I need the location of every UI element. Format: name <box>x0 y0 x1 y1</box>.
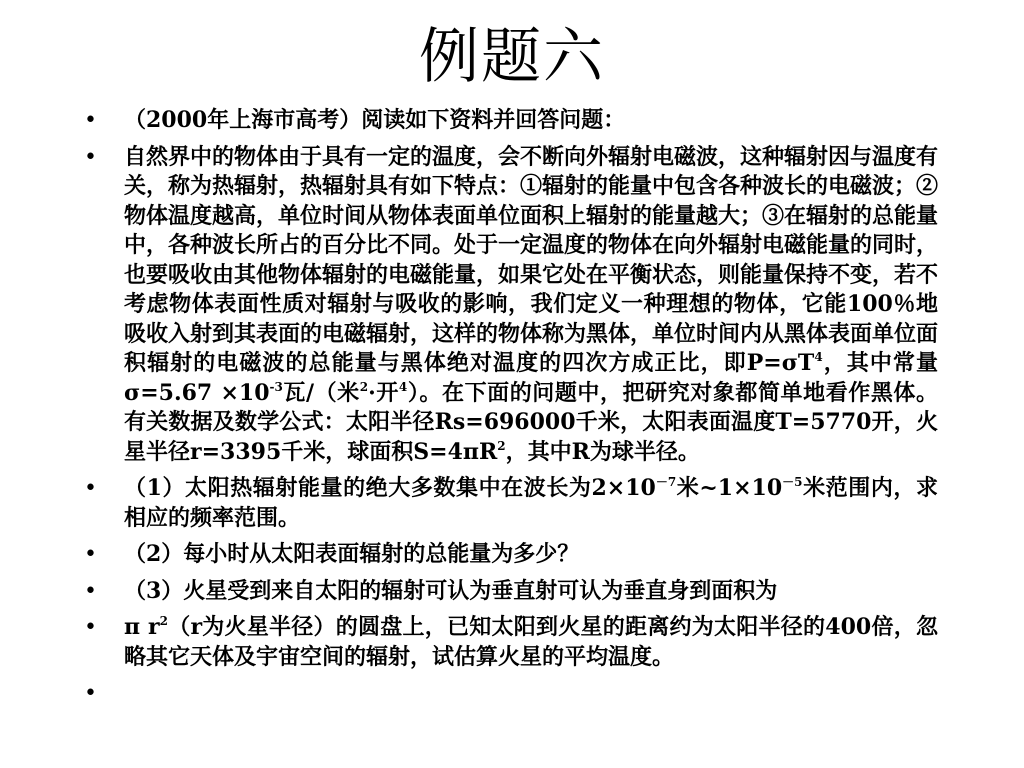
material-text-part: ，其中R为球半径。 <box>505 438 700 465</box>
bullet-item-material <box>0 143 1024 468</box>
material-text-part: ，其中常量σ=5.67 ×10 <box>124 350 938 406</box>
bullet-item-intro <box>0 106 1024 136</box>
superscript: 2 <box>359 379 369 394</box>
question-1-text-part: （1）太阳热辐射能量的绝大多数集中在波长为2×10 <box>124 475 656 501</box>
bullet-dot-icon: • <box>84 542 97 567</box>
question-3-cont-text-part: （r为火星半径）的圆盘上，已知太阳到火星的距离约为太阳半径的400倍，忽略其它天体及宇宙空间的辐射，试估算火星的平均温度。 <box>124 614 938 670</box>
bullet-item-question-2 <box>0 540 1024 570</box>
bullet-item-question-1 <box>0 474 1024 533</box>
material-text-part: 自然界中的物体由于具有一定的温度，会不断向外辐射电磁波，这种辐射因与温度有关，称为热辐射，热辐射具有如下特点：①辐射的能量中包含各种波长的电磁波；②物体温度越高，单位时间从物体表面单位面积上辐射的能量越大；③在辐射的总能量中，各种波长所占的百分比不同。处于一定温度的物体在向外辐射电磁能量的同时，也要吸收由其他物体辐射的电磁能量，如果它处在平衡状态，则能量保持不变，若不考虑物体表面性质对辐射与吸收的影响，我们定义一种理想的物体，它能100％地吸收入射到其表面的电磁辐射，这样的物体称为黑体，单位时间内从黑体表面单位面积辐射的电磁波的总能量与黑体绝对温度的四次方成正比，即P=σT <box>124 143 939 376</box>
superscript: 4 <box>814 350 823 364</box>
material-text-part: ·开 <box>368 379 399 406</box>
bullet-dot-icon: • <box>84 476 97 501</box>
bullet-dot-icon: • <box>84 144 97 170</box>
bullet-item-question-3 <box>0 577 1024 607</box>
superscript: 2 <box>159 614 168 628</box>
slide-title: 例题六 <box>419 22 605 92</box>
bullet-item-empty <box>0 679 1024 709</box>
bullet-dot-icon: • <box>84 615 97 640</box>
question-1-text-part: 米范围内，求相应的频率范围。 <box>124 475 938 531</box>
superscript: 2 <box>497 438 506 453</box>
question-1-text-part: 米~1×10 <box>676 475 783 501</box>
material-text-part: 瓦/（米 <box>282 379 360 406</box>
intro-text: （2000年上海市高考）阅读如下资料并回答问题： <box>124 107 626 133</box>
bullet-dot-icon: • <box>84 681 97 706</box>
question-2-text: （2）每小时从太阳表面辐射的总能量为多少？ <box>124 541 580 567</box>
material-text-part: ）。在下面的问题中，把研究对象都简单地看作黑体。有关数据及数学公式：太阳半径Rs=696000千米，太阳表面温度T=5770开，火星半径r=3395千米，球面积S=4πR <box>124 379 938 465</box>
question-3-cont-text-part: π r <box>124 614 160 640</box>
bullet-dot-icon: • <box>84 578 97 604</box>
superscript: －7 <box>655 475 677 489</box>
bullet-list <box>0 106 1024 716</box>
question-3-text: （3）火星受到来自太阳的辐射可认为垂直射可认为垂直身到面积为 <box>124 577 778 604</box>
bullet-dot-icon: • <box>84 108 97 133</box>
bullet-item-question-3-cont <box>0 613 1024 672</box>
superscript: 4 <box>398 379 408 394</box>
superscript: -3 <box>269 379 283 394</box>
superscript: －5 <box>782 475 803 489</box>
